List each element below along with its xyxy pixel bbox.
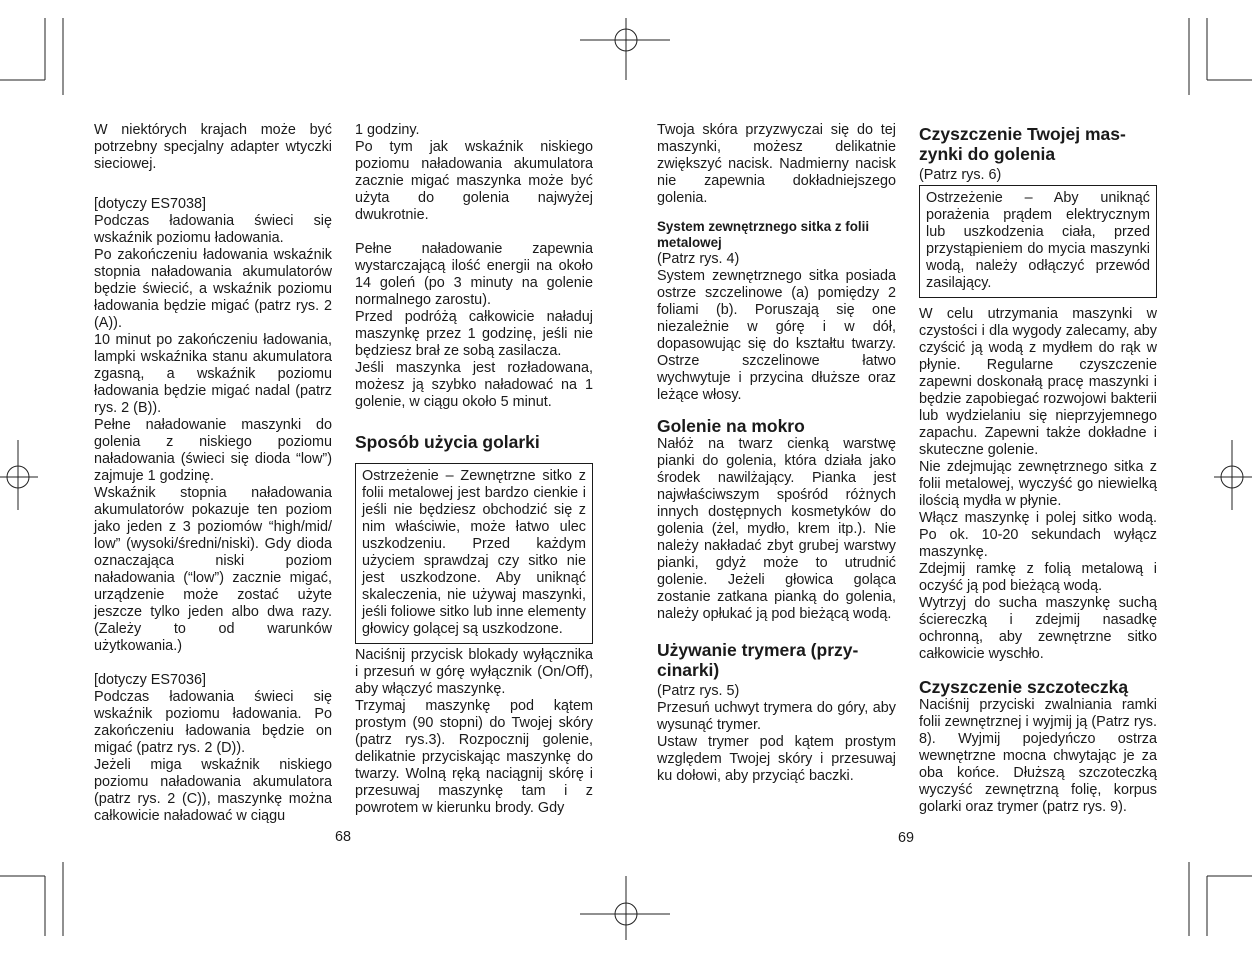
section-heading: Czyszczenie Twojej mas-zynki do golenia — [919, 124, 1126, 164]
col1-para: Pełne naładowanie maszynki do golenia z niskiego poziomu naładowania (świeci się dioda “low”) zajmuje 1 godzinę. — [94, 417, 332, 484]
col1-para: W niektórych krajach może być potrzebny specjalny adapter wtyczki sieciowej. — [94, 122, 332, 172]
section-heading: Golenie na mokro — [657, 416, 805, 436]
col4-para: Włącz maszynkę i polej sitko wodą. Po ok. 10-20 sekundach wyłącz maszynkę. — [919, 510, 1157, 560]
spacer — [94, 655, 332, 672]
section-heading: Używanie trymera (przy-cinarki) — [657, 640, 859, 680]
column-3 — [657, 122, 896, 785]
col1-para: [dotyczy ES7036] — [94, 672, 206, 688]
column-1 — [94, 122, 332, 825]
page-number-left: 68 — [335, 829, 352, 845]
col2-para: Pełne naładowanie zapewnia wystarczającą ilość energii na około 14 goleń (po 3 minuty na golenie normalnego zarostu). — [355, 241, 593, 308]
figure-reference: (Patrz rys. 6) — [919, 167, 1002, 183]
col2-para: 1 godziny. — [355, 122, 420, 138]
figure-reference: (Patrz rys. 5) — [657, 683, 740, 699]
page-number-right: 69 — [898, 830, 915, 846]
warning-text: Ostrzeżenie – Zewnętrzne sitko z folii metalowej jest bardzo cienkie i jeśli nie będziesz obchodzić się z nim właściwie, może łatwo ulec uszkodzeniu. Przed każdym użyciem sprawdzaj czy sitko nie jest uszkodzone. Aby uniknąć skaleczenia, nie używaj maszynki, jeśli foliowe sitko lub inne elementy głowicy golącej są uszkodzone. — [362, 468, 586, 637]
col3-para: Przesuń uchwyt trymera do góry, aby wysunąć trymer. — [657, 700, 896, 733]
col3-para: Twoja skóra przyzwyczai się do tej maszynki, możesz delikatnie zwiększyć nacisk. Nadmierny nacisk nie zapewnia dokładniejszego golenia. — [657, 122, 896, 206]
col4-para: W celu utrzymania maszynki w czystości i dla wygody zalecamy, aby czyścić ją wodą z mydłem do rąk w płynie. Regularne czyszczenie zapewni doskonałą pracę maszynki i będzie zapobiegać rozwojowi bakterii lub wydzielaniu się nieprzyjemnego zapachu. Zapewni także dokładne i skuteczne golenie. — [919, 306, 1157, 458]
col3-para: System zewnętrznego sitka posiada ostrze szczelinowe (a) pomiędzy 2 foliami (b). Poruszają się one niezależnie w górę i w dół, dopasowując się do kształtu twarzy. Ostrze szczelinowe łatwo wychwytuje i przycina dłuższe oraz leżące włosy. — [657, 268, 896, 403]
col1-para: Podczas ładowania świeci się wskaźnik poziomu ładowania. — [94, 213, 332, 246]
warning-text: Ostrzeżenie – Aby uniknąć porażenia prądem elektrycznym lub uszkodzenia ciała, przed przystąpieniem do mycia maszynki wodą, należy odłączyć przewód zasilający. — [926, 190, 1150, 291]
col1-para: Jeżeli miga wskaźnik niskiego poziomu naładowania akumulatora (patrz rys. 2 (C)), maszynkę można całkowicie naładować w ciągu — [94, 757, 332, 824]
section-subheading: System zewnętrznego sitka z folii metalowej — [657, 219, 870, 250]
figure-reference: (Patrz rys. 4) — [657, 251, 740, 267]
col4-para: Wytrzyj do sucha maszynkę suchą ściereczką i zdejmij nasadkę ochronną, aby zewnętrzne sitko całkowicie wyschło. — [919, 595, 1157, 662]
col2-para: Trzymaj maszynkę pod kątem prostym (90 stopni) do Twojej skóry (patrz rys.3). Rozpocznij golenie, delikatnie przyciskając maszynkę do twarzy. Wolną ręką naciągnij skórę i przesuwaj maszynkę tam i z powrotem w kierunku brody. Gdy — [355, 698, 593, 816]
warning-box — [919, 185, 1157, 298]
col4-para: Naciśnij przyciski zwalniania ramki folii zewnętrznej i wyjmij ją (Patrz rys. 8). Wyjmij pojedyńczo ostrza wewnętrzne mocna chwytając je za oba końce. Dłuższą szczoteczką wyczyść zewnętrzną folię, korpus golarki oraz trymer (patrz rys. 9). — [919, 697, 1157, 815]
section-heading: Czyszczenie szczoteczką — [919, 677, 1129, 697]
spacer — [94, 173, 332, 190]
col1-para: Po zakończeniu ładowania wskaźnik stopnia naładowania akumulatorów będzie świecić, a wskaźnik poziomu ładowania będzie migać (patrz rys. 2 (A)). — [94, 247, 332, 331]
column-4 — [919, 124, 1157, 816]
section-heading: Sposób użycia golarki — [355, 432, 540, 452]
col1-para: Podczas ładowania świeci się wskaźnik poziomu ładowania. Po zakończeniu ładowania będzie on migać (patrz rys. 2 (D)). — [94, 689, 332, 756]
col1-para: Wskaźnik stopnia naładowania akumulatorów pokazuje ten poziom jako jeden z 3 poziomów “high/mid/ low” (wysoki/średni/niski). Gdy dioda oznaczająca niski poziom naładowania (“low”) zacznie migać, urządzenie może zostać użyte jeszcze tylko jeden albo dwa razy. (Zależy to od warunków użytkowania.) — [94, 485, 332, 654]
col3-para: Ustaw trymer pod kątem prostym względem Twojej skóry i przesuwaj ku dołowi, aby przyciąć baczki. — [657, 734, 896, 784]
spacer — [355, 224, 593, 241]
col4-para: Zdejmij ramkę z folią metalową i oczyść ją pod bieżącą wodą. — [919, 561, 1157, 594]
col1-para: 10 minut po zakończeniu ładowania, lampki wskaźnika stanu akumulatora zgasną, a wskaźnik poziomu ładowania będzie migać nadal (patrz rys. 2 (B)). — [94, 332, 332, 416]
col2-para: Po tym jak wskaźnik niskiego poziomu naładowania akumulatora zacznie migać maszynka może być użyta do golenia najwyżej dwukrotnie. — [355, 139, 593, 223]
col3-para: Nałóż na twarz cienką warstwę pianki do golenia, która działa jako środek nawilżający. Pianka jest najwłaściwszym spośród różnych innych dostępnych kosmetyków do golenia (żel, mydło, krem itp.). Nie należy nakładać zbyt grubej warstwy pianki, gdyż może to utrudnić golenie. Jeżeli głowica goląca zostanie zatkana pianką do golenia, należy opłukać ją pod bieżącą wodą. — [657, 436, 896, 622]
col1-para: [dotyczy ES7038] — [94, 196, 206, 212]
col2-para: Przed podróżą całkowicie naładuj maszynkę przez 1 godzinę, jeśli nie będziesz brał ze sobą zasilacza. — [355, 309, 593, 359]
warning-box — [355, 463, 593, 644]
column-2 — [355, 122, 593, 817]
col2-para: Jeśli maszynka jest rozładowana, możesz ją szybko naładować na 1 golenie, w ciągu około 5 minut. — [355, 360, 593, 410]
col2-para: Naciśnij przycisk blokady wyłącznika i przesuń w górę wyłącznik (On/Off), aby włączyć maszynkę. — [355, 647, 593, 697]
col4-para: Nie zdejmując zewnętrznego sitka z folii metalowej, wyczyść go niewielką ilością mydła w płynie. — [919, 459, 1157, 509]
